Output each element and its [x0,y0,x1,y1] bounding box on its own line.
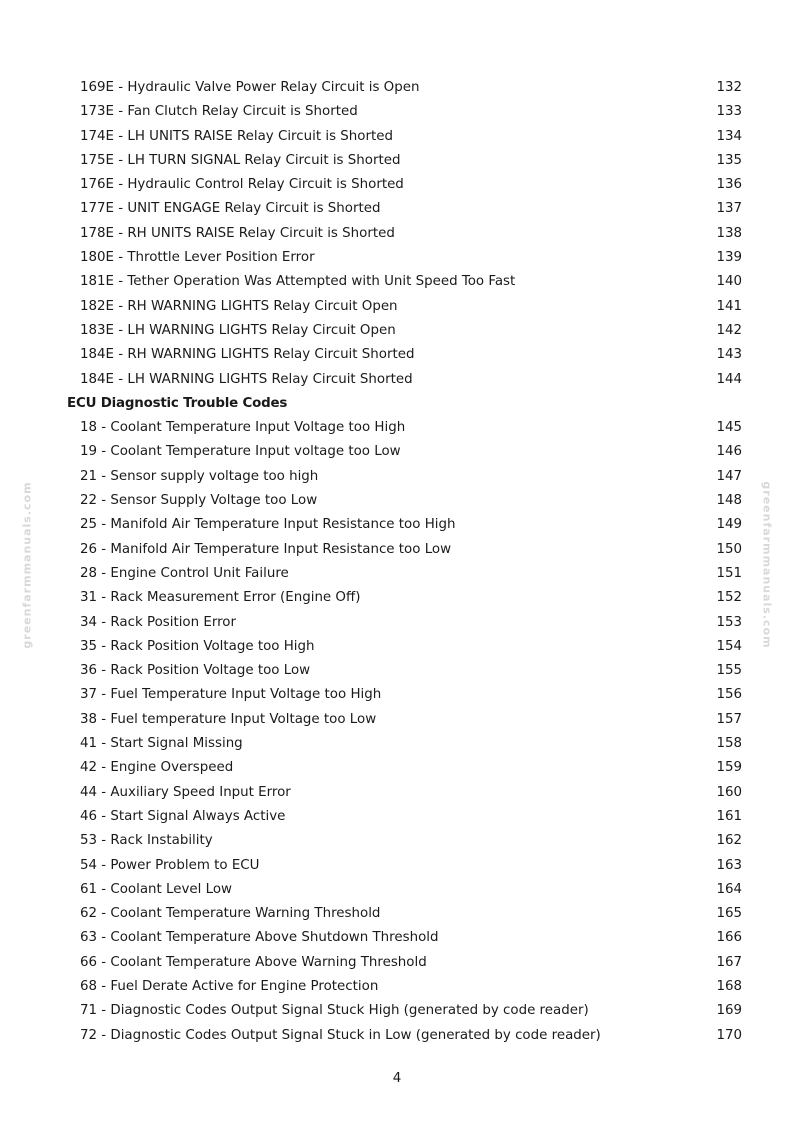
toc-entry[interactable] [0,999,794,1023]
toc-entry-page: 132 [716,80,742,95]
toc-entry[interactable] [0,635,794,659]
toc-entry[interactable] [0,538,794,562]
toc-entry-title: 54 - Power Problem to ECU [80,857,260,873]
toc-entry-title: 61 - Coolant Level Low [80,881,233,897]
toc-entry-title: 62 - Coolant Temperature Warning Threshold [80,906,381,922]
section-heading-title: ECU Diagnostic Trouble Codes [67,395,288,411]
toc-entry-title: 44 - Auxiliary Speed Input Error [80,784,291,800]
toc-entry[interactable] [0,465,794,489]
toc-entry-title: 31 - Rack Measurement Error (Engine Off) [80,590,361,606]
toc-entry[interactable] [0,829,794,853]
toc-entry[interactable] [0,125,794,149]
toc-entry-page: 135 [716,152,742,168]
toc-entry-title: 63 - Coolant Temperature Above Shutdown Threshold [80,930,439,946]
toc-entry[interactable] [0,246,794,270]
toc-entry-title: 25 - Manifold Air Temperature Input Resistance too High [80,517,456,533]
toc-entry[interactable] [0,513,794,537]
toc-entry[interactable] [0,926,794,950]
toc-entry-page: 154 [716,638,742,654]
toc-entry[interactable] [0,975,794,999]
toc-entry-title: 53 - Rack Instability [80,833,213,849]
toc-entry-page: 157 [716,711,742,727]
toc-entry-page: 144 [716,371,742,387]
toc-entry[interactable] [0,440,794,464]
toc-entry[interactable] [0,368,794,392]
toc-entry-page: 153 [716,614,742,630]
toc-entry-title: 37 - Fuel Temperature Input Voltage too High [80,687,382,703]
section-heading [0,392,794,416]
toc-entry-title: 180E - Throttle Lever Position Error [80,250,315,266]
toc-entry[interactable] [0,562,794,586]
toc-entry[interactable] [0,149,794,173]
toc-entry-title: 42 - Engine Overspeed [80,760,234,776]
toc-entry-page: 141 [716,298,742,314]
toc-entry-page: 156 [716,687,742,703]
watermark-left: greenfarmmanuals.com [20,481,34,649]
toc-entry-title: 184E - RH WARNING LIGHTS Relay Circuit Shorted [80,347,415,363]
toc-entry-page: 164 [716,881,742,897]
toc-entry-title: 41 - Start Signal Missing [80,736,243,752]
toc-entry[interactable] [0,781,794,805]
toc-entry-page: 168 [716,978,742,994]
toc-entry[interactable] [0,343,794,367]
toc-entry-title: 177E - UNIT ENGAGE Relay Circuit is Shorted [80,201,381,217]
toc-entry[interactable] [0,100,794,124]
toc-entry[interactable] [0,416,794,440]
toc-entry-title: 184E - LH WARNING LIGHTS Relay Circuit Shorted [80,371,413,387]
toc-entry[interactable] [0,222,794,246]
toc-entry-title: 18 - Coolant Temperature Input Voltage too High [80,420,406,436]
toc-entry-page: 139 [716,250,742,266]
toc-entry[interactable] [0,76,794,100]
page-number: 4 [392,1071,402,1086]
toc-entry-title: 34 - Rack Position Error [80,614,237,630]
toc-entry[interactable] [0,683,794,707]
toc-entry-page: 159 [716,760,742,776]
toc-entry-page: 137 [716,201,742,217]
toc-entry-title: 72 - Diagnostic Codes Output Signal Stuck in Low (generated by code reader) [80,1027,601,1043]
toc-entry-page: 165 [716,906,742,922]
toc-entry-page: 147 [716,468,742,484]
toc-entry-title: 173E - Fan Clutch Relay Circuit is Shorted [80,104,358,120]
toc-entry-title: 35 - Rack Position Voltage too High [80,638,315,654]
toc-entry[interactable] [0,173,794,197]
toc-entry[interactable] [0,295,794,319]
toc-entry[interactable] [0,708,794,732]
toc-entry[interactable] [0,805,794,829]
toc-entry-title: 21 - Sensor supply voltage too high [80,468,319,484]
toc-entry-title: 175E - LH TURN SIGNAL Relay Circuit is Shorted [80,152,401,168]
toc-entry-page: 142 [716,322,742,338]
toc-entry-page: 146 [716,444,742,460]
toc-entry[interactable] [0,854,794,878]
toc-entry-page: 151 [716,565,742,581]
toc-entry-page: 145 [716,420,742,436]
toc-entry[interactable] [0,659,794,683]
toc-entry[interactable] [0,878,794,902]
toc-entry-title: 181E - Tether Operation Was Attempted with Unit Speed Too Fast [80,274,516,290]
toc-entry-page: 148 [716,493,742,509]
toc-entry-page: 136 [716,177,742,193]
toc-entry-title: 46 - Start Signal Always Active [80,808,286,824]
toc-entry-title: 28 - Engine Control Unit Failure [80,565,289,581]
toc-entry[interactable] [0,1024,794,1048]
toc-entry-title: 66 - Coolant Temperature Above Warning Threshold [80,954,427,970]
toc-entry[interactable] [0,270,794,294]
toc-entry[interactable] [0,197,794,221]
watermark-right: greenfarmmanuals.com [760,481,774,649]
toc-entry-title: 178E - RH UNITS RAISE Relay Circuit is Shorted [80,225,395,241]
toc-entry-title: 176E - Hydraulic Control Relay Circuit is Shorted [80,177,404,193]
toc-entry-title: 38 - Fuel temperature Input Voltage too Low [80,711,377,727]
toc-entry-title: 71 - Diagnostic Codes Output Signal Stuck High (generated by code reader) [80,1003,589,1019]
toc-entry-page: 150 [716,541,742,557]
toc-entry-page: 140 [716,274,742,290]
toc-entry-title: 36 - Rack Position Voltage too Low [80,663,311,679]
toc-entry-title: 182E - RH WARNING LIGHTS Relay Circuit Open [80,298,398,314]
toc-entry-title: 22 - Sensor Supply Voltage too Low [80,493,318,509]
toc-entry-title: 183E - LH WARNING LIGHTS Relay Circuit Open [80,322,396,338]
toc-entry-page: 134 [716,128,742,144]
toc-entry-page: 161 [716,808,742,824]
toc-entry-title: 19 - Coolant Temperature Input voltage too Low [80,444,401,460]
toc-entry-page: 152 [716,590,742,606]
toc-entry-page: 169 [716,1003,742,1019]
toc-entry-page: 158 [716,736,742,752]
toc-entry[interactable] [0,319,794,343]
toc-entry[interactable] [0,902,794,926]
toc-entry-page: 170 [716,1027,742,1043]
toc-entry-page: 160 [716,784,742,800]
toc-entry-title: 68 - Fuel Derate Active for Engine Protection [80,978,379,994]
toc-entry[interactable] [0,586,794,610]
toc-entry[interactable] [0,951,794,975]
toc-entry-page: 149 [716,517,742,533]
toc-entry-page: 167 [716,954,742,970]
toc-entry-page: 163 [716,857,742,873]
toc-entry-title: 174E - LH UNITS RAISE Relay Circuit is Shorted [80,128,393,144]
table-of-contents [0,76,794,1048]
toc-entry[interactable] [0,489,794,513]
toc-entry[interactable] [0,756,794,780]
toc-entry[interactable] [0,732,794,756]
toc-entry-page: 143 [716,347,742,363]
toc-entry[interactable] [0,611,794,635]
toc-entry-title: 169E - Hydraulic Valve Power Relay Circuit is Open [80,80,420,95]
toc-entry-title: 26 - Manifold Air Temperature Input Resistance too Low [80,541,452,557]
toc-entry-page: 162 [716,833,742,849]
toc-entry-page: 155 [716,663,742,679]
toc-entry-page: 133 [716,104,742,120]
toc-entry-page: 166 [716,930,742,946]
toc-entry-page: 138 [716,225,742,241]
